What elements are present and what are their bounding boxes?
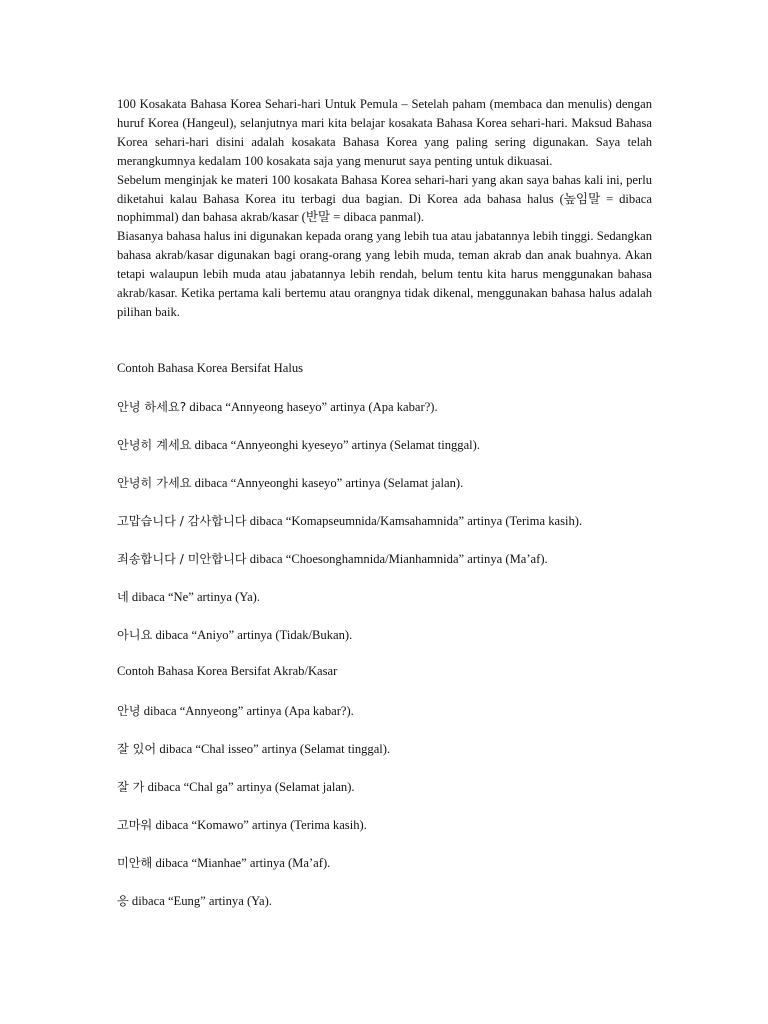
korean-phrase: 미안해 [117, 856, 153, 870]
phrase-description: dibaca “Annyeonghi kaseyo” artinya (Selamat jalan). [191, 476, 464, 490]
korean-phrase: 고마워 [117, 818, 153, 832]
phrase-description: dibaca “Ne” artinya (Ya). [128, 590, 261, 604]
list-item [117, 778, 355, 795]
section-heading-kasar: Contoh Bahasa Korea Bersifat Akrab/Kasar [117, 664, 338, 678]
intro-paragraph-1: 100 Kosakata Bahasa Korea Sehari-hari Untuk Pemula – Setelah paham (membaca dan menulis) dengan huruf Korea (Hangeul), selanjutnya mari kita belajar kosakata Bahasa Korea sehari-hari. Maksud Bahasa Korea sehari-hari disini adalah kosakata Bahasa Korea yang paling sering digunakan. Saya telah merangkumnya kedalam 100 kosakata saja yang menurut saya penting untuk dikuasai. [117, 97, 652, 168]
phrase-description: dibaca “Annyeonghi kyeseyo” artinya (Selamat tinggal). [191, 438, 481, 452]
korean-phrase: 아니요 [117, 628, 153, 642]
list-item [117, 550, 548, 567]
list-item [117, 854, 330, 871]
korean-phrase: 고맙습니다 / 감사합니다 [117, 514, 247, 528]
korean-phrase: 잘 있어 [117, 742, 157, 756]
korean-phrase: 안녕히 계세요 [117, 438, 192, 452]
korean-phrase: 죄송합니다 / 미안합니다 [117, 552, 247, 566]
korean-phrase: 네 [117, 590, 129, 604]
phrase-description: dibaca “Annyeong haseyo” artinya (Apa kabar?). [186, 400, 438, 414]
section-heading-halus: Contoh Bahasa Korea Bersifat Halus [117, 361, 304, 375]
korean-phrase: 잘 가 [117, 780, 145, 794]
list-item [117, 702, 354, 719]
phrase-description: dibaca “Chal isseo” artinya (Selamat tinggal). [156, 742, 391, 756]
list-item [117, 512, 582, 529]
list-item [117, 740, 390, 757]
list-item [117, 436, 480, 453]
korean-phrase: 안녕 [117, 704, 141, 718]
list-item [117, 892, 272, 909]
list-item [117, 816, 367, 833]
list-item [117, 588, 260, 605]
phrase-description: dibaca “Choesonghamnida/Mianhamnida” artinya (Ma’af). [246, 552, 548, 566]
phrase-description: dibaca “Chal ga” artinya (Selamat jalan). [144, 780, 355, 794]
phrase-description: dibaca “Komapseumnida/Kamsahamnida” artinya (Terima kasih). [246, 514, 583, 528]
korean-phrase: 응 [117, 894, 129, 908]
phrase-description: dibaca “Komawo” artinya (Terima kasih). [152, 818, 367, 832]
intro-paragraph-3: Biasanya bahasa halus ini digunakan kepada orang yang lebih tua atau jabatannya lebih tinggi. Sedangkan bahasa akrab/kasar digunakan bagi orang-orang yang lebih muda, teman akrab dan anak buahnya. Akan tetapi walaupun lebih muda atau jabatannya lebih rendah, belum tentu kita harus menggunakan bahasa akrab/kasar. Ketika pertama kali bertemu atau orangnya tidak dikenal, menggunakan bahasa halus adalah pilihan baik. [117, 229, 652, 319]
list-item [117, 398, 438, 415]
phrase-description: dibaca “Aniyo” artinya (Tidak/Bukan). [152, 628, 353, 642]
intro-section [117, 95, 652, 322]
korean-phrase: 안녕 하세요? [117, 400, 187, 414]
list-item [117, 626, 352, 643]
list-item [117, 474, 463, 491]
korean-phrase: 안녕히 가세요 [117, 476, 192, 490]
intro-paragraph-2: Sebelum menginjak ke materi 100 kosakata Bahasa Korea sehari-hari yang akan saya bahas kali ini, perlu diketahui kalau Bahasa Korea itu terbagi dua bagian. Di Korea ada bahasa halus (높임말 = dibaca nophimmal) dan bahasa akrab/kasar (반말 = dibaca panmal). [117, 172, 652, 225]
phrase-description: dibaca “Eung” artinya (Ya). [128, 894, 272, 908]
phrase-description: dibaca “Annyeong” artinya (Apa kabar?). [140, 704, 354, 718]
phrase-description: dibaca “Mianhae” artinya (Ma’af). [152, 856, 331, 870]
